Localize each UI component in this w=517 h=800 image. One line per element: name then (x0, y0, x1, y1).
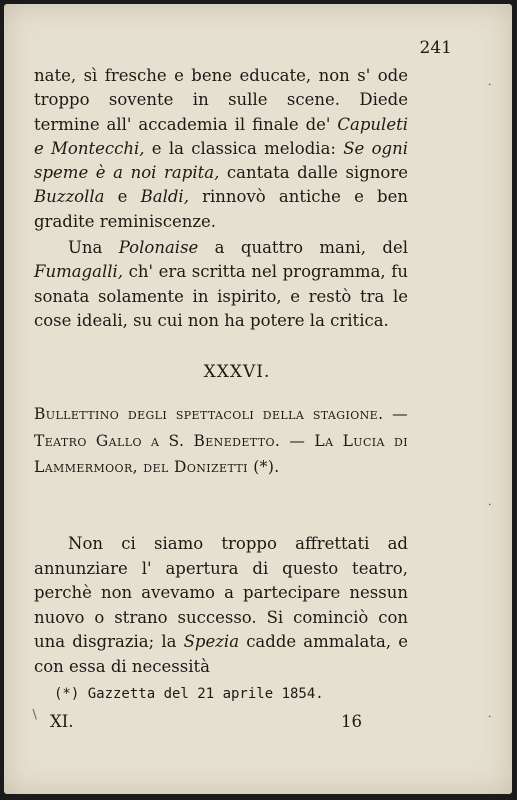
paragraph2-text-2: a quattro mani, del (198, 238, 408, 257)
paragraph2-italic-2: Fumagalli, (34, 262, 124, 282)
page-number: 241 (419, 38, 452, 58)
margin-mark-right-bottom: ⋅ (487, 710, 492, 725)
paragraph1-italic-4: Baldi, (140, 187, 189, 207)
book-page (4, 4, 512, 794)
paragraph1-text-1: nate, sì fresche e bene educate, non s' ode troppo sovente in sulle scene. Diede termine all' accademia il finale de' (34, 66, 408, 134)
paragraph1-italic-3: Buzzolla (34, 187, 105, 207)
margin-mark-left: ∖ (30, 708, 39, 723)
paragraph-continuation (34, 64, 408, 234)
paragraph3-text-2: cadde ammalata, e con essa di necessità (34, 632, 408, 676)
margin-mark-right-middle: ⋅ (487, 498, 492, 513)
footnote: (*) Gazzetta del 21 aprile 1854. (54, 686, 324, 702)
section-heading: Bullettino degli spettacoli della stagione. — Teatro Gallo a S. Benedetto. — La Lucia di Lammermoor, del Donizetti (*). (34, 405, 408, 476)
margin-mark-right-top: ⋅ (487, 78, 492, 93)
paragraph1-text-5: rinnovò antiche e ben gradite reminiscenze. (34, 187, 408, 231)
paragraph3-italic-1: Spezia (183, 632, 240, 652)
signature: XI. (50, 712, 74, 731)
paragraph1-italic-1: Capuleti e Montecchi, (34, 114, 408, 158)
paragraph-polonaise (34, 236, 408, 333)
signature-mark: 16 (341, 712, 362, 731)
paragraph-opening (34, 532, 408, 680)
paragraph1-text-4: e (104, 187, 141, 207)
paragraph2-text-3: ch' era scritta nel programma, fu sonata solamente in ispirito, e restò tra le cose ideali, su cui non ha potere la critica. (34, 262, 408, 330)
paragraph2-italic-1: Polonaise (118, 238, 199, 257)
paragraph1-italic-2: Se ogni speme è a noi rapita, (34, 138, 408, 183)
section-title: XXXVI. (203, 362, 271, 382)
paragraph2-text-1: Una (68, 238, 119, 257)
paragraph1-text-3: cantata dalle signore (219, 163, 408, 183)
paragraph1-text-2: e la classica melodia: (144, 138, 344, 158)
paragraph3-text-1: Non ci siamo troppo affrettati ad annunziare l' apertura di questo teatro, perchè non avevamo a partecipare nessun nuovo o strano successo. Si cominciò con una disgrazia; la (34, 534, 408, 652)
